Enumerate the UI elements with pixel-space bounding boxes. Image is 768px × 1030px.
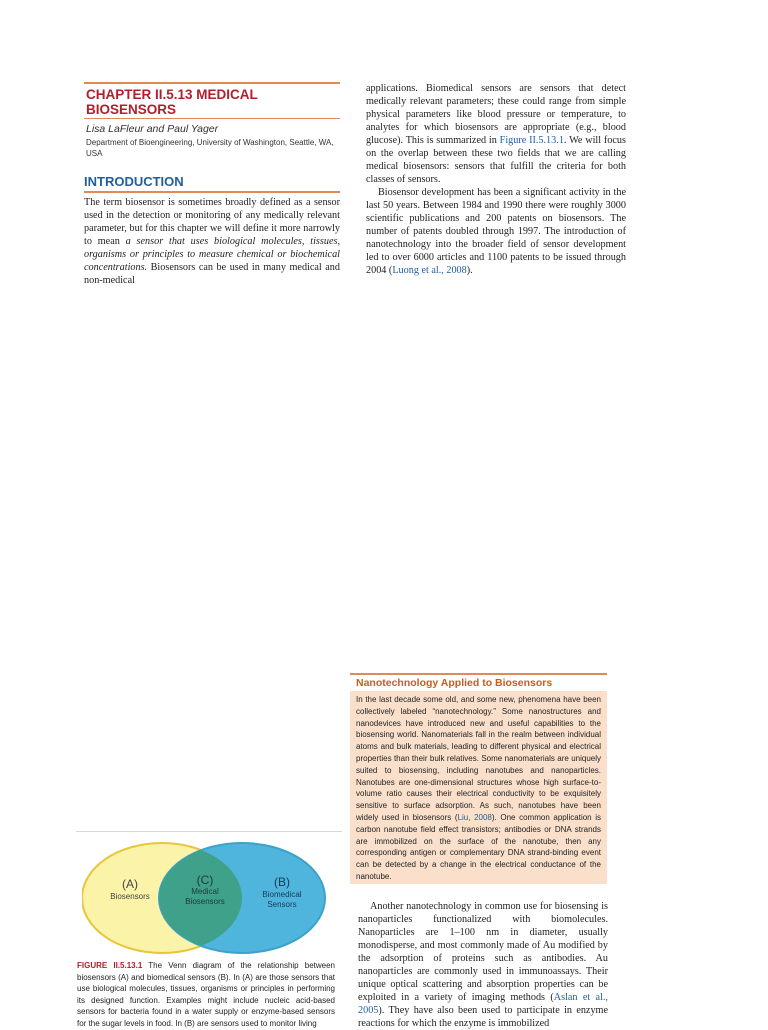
chapter-title-bottom-rule bbox=[84, 118, 340, 119]
venn-a-letter: (A) bbox=[122, 877, 138, 891]
intro-text-2: Biosensors can be used in many medical and non-medical bbox=[84, 262, 340, 286]
figure-label: FIGURE II.5.13.1 bbox=[77, 961, 143, 970]
column-divider bbox=[76, 831, 342, 832]
chapter-authors: Lisa LaFleur and Paul Yager bbox=[86, 123, 219, 135]
venn-b-label-line1: Biomedical bbox=[262, 890, 302, 899]
box-body-background bbox=[350, 691, 607, 884]
box-text-1: In the last decade some old, and some new, phenomena have been collectively labeled “nanotechnology.” Some nanostructures and nanodevices have introduced new and useful capabilities to the biosensing world. Nanomaterials fall in the realm between individual atoms and bulk materials, leading to different physical and electrical properties than their bulk relatives. Some nanomaterials are uniquely suited to biosensing, including nanotubes and nanoparticles. Nanotubes are one-dimensional structures whose high surface-to-volume ratio causes their electrical conductivity to be exquisitely sensitive to surface adsorption. As such, nanotubes have been widely used in biosensors ( bbox=[356, 695, 601, 822]
chapter-title-top-rule bbox=[84, 82, 340, 84]
introduction-body bbox=[84, 196, 340, 287]
introduction-paragraph bbox=[84, 196, 340, 287]
nanotechnology-sidebar-box bbox=[350, 673, 607, 885]
chapter-title: CHAPTER II.5.13 MEDICAL BIOSENSORS bbox=[86, 87, 258, 117]
box-body-text bbox=[356, 694, 601, 883]
venn-diagram bbox=[82, 842, 332, 958]
figure-caption-text: The Venn diagram of the relationship between biosensors (A) and biomedical sensors (B). In (A) are those sensors that use biological molecules, tissues, organisms or principles in performing its designed function. Examples might include nucleic acid-based sensors for bacteria found in a water supply or enzyme-based sensors for the sugar levels in food. In (B) are sensors used to monitor living bbox=[77, 961, 336, 1028]
luong-citation-link[interactable]: Luong et al., 2008 bbox=[392, 265, 467, 276]
applications-text-2: . We will focus on the overlap between these two fields that we are calling medical biosensors: sensors that fulfill the criteria for both classes of sensors. bbox=[366, 135, 626, 185]
intro-text-1: The term biosensor is sometimes broadly defined as a sensor used in the detection or monitoring of any medically relevant parameter, but for this chapter we will define it more narrowly to mean bbox=[84, 197, 340, 247]
figure-reference-link[interactable]: Figure II.5.13.1 bbox=[499, 135, 564, 146]
box-top-rule bbox=[350, 673, 607, 675]
author-affiliation: Department of Bioengineering, University of Washington, Seattle, WA, USA bbox=[86, 138, 334, 158]
venn-c-label-line1: Medical bbox=[191, 887, 219, 896]
applications-paragraph bbox=[366, 82, 626, 186]
aslan-citation-link[interactable]: Aslan et al., 2005 bbox=[358, 992, 608, 1016]
nanoparticles-text-1: Another nanotechnology in common use for biosensing is nanoparticles functionalized with biomolecules. Nanoparticles are 1–100 nm in diameter, usually monodisperse, and most commonly made of Au modified by the adsorption of proteins such as antibodies. Au nanoparticles are commonly used in immunoassays. Their unique optical scattering and absorption properties can be exploited in a variety of imaging methods ( bbox=[358, 901, 608, 1003]
introduction-heading-rule bbox=[84, 191, 340, 193]
development-paragraph bbox=[366, 186, 626, 277]
venn-a-label: Biosensors bbox=[110, 892, 150, 901]
venn-b-label-line2: Sensors bbox=[267, 900, 297, 909]
right-column-top bbox=[366, 82, 626, 277]
nanoparticles-text-2: ). They have also been used to participate in enzyme reactions for which the enzyme is immobilized bbox=[358, 1005, 608, 1029]
figure-caption bbox=[77, 960, 335, 1030]
box-title: Nanotechnology Applied to Biosensors bbox=[356, 677, 553, 689]
applications-text-1: applications. Biomedical sensors are sensors that detect medically relevant parameters; these could range from simple physical parameters like blood pressure or temperature, to analytes for which biosensors are appropriate (e.g., blood glucose). This is summarized in bbox=[366, 83, 626, 146]
biosensor-definition: a sensor that uses biological molecules, tissues, organisms or principles to measure chemical or biochemical concentrations. bbox=[84, 236, 340, 273]
liu-citation-link[interactable]: Liu, 2008 bbox=[457, 812, 492, 822]
box-text-2: ). One common application is carbon nanotube field effect transistors; antibodies or DNA strands are immobilized on the surface of the nanotube, then any corresponding antigen or complementary DNA strand-binding event can be detected by a change in the electrical conductance of the nanotube. bbox=[356, 812, 602, 881]
development-text-2: ). bbox=[466, 265, 473, 276]
venn-c-letter: (C) bbox=[196, 873, 214, 887]
nanoparticles-paragraph bbox=[358, 900, 608, 1030]
development-text-1: Biosensor development has been a significant activity in the last 50 years. Between 1984 and 1990 there were roughly 3000 scientific publications and 200 patents on biosensors. The number of patents doubled through 1997. The introduction of nanotechnology into the broader field of sensor development led to over 6000 articles and 1100 patents to be issued through 2004 ( bbox=[366, 187, 626, 276]
venn-c-label-line2: Biosensors bbox=[185, 897, 225, 906]
venn-b-letter: (B) bbox=[274, 875, 290, 889]
introduction-heading: INTRODUCTION bbox=[84, 174, 184, 189]
right-column-bottom bbox=[358, 900, 608, 1030]
